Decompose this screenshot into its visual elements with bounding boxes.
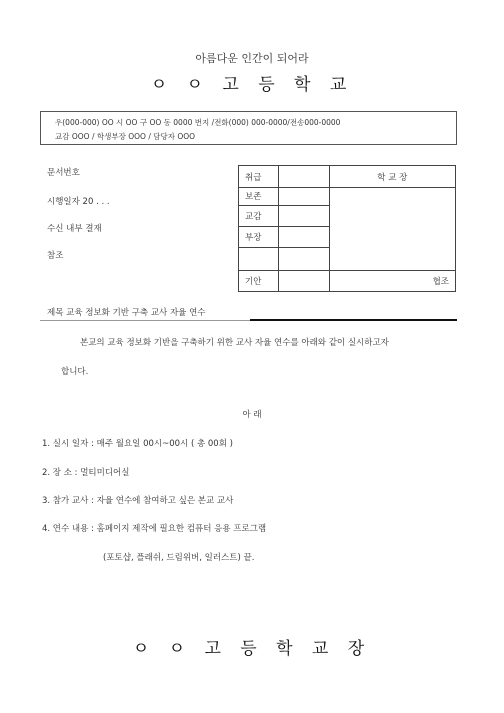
handling-value-cell <box>278 166 329 188</box>
handling-label: 취급 <box>239 166 279 188</box>
subject-divider-bold <box>250 319 457 321</box>
doc-number-label: 문서번호 <box>47 168 80 178</box>
contact-address-line: 우(000-000) OO 시 OO 구 OO 동 0000 번지 /전화(000) 000-0000/전송000-0000 <box>55 118 341 127</box>
approval-table <box>238 165 456 292</box>
list-item-content: 4. 연수 내용 : 홈페이지 제작에 필요한 컴퓨터 응용 프로그램 <box>42 524 267 534</box>
contact-info-box <box>40 111 457 145</box>
principal-signature: ㅇ ㅇ 고 등 학 교 장 <box>132 639 372 659</box>
issue-date-field: 시행일자 20 . . . <box>47 197 110 207</box>
recipient-field: 수신 내부 결재 <box>47 224 102 234</box>
blank-value-cell <box>278 247 329 270</box>
vice-principal-sign-cell <box>278 205 329 226</box>
drafter-label: 기안 <box>239 270 279 291</box>
dept-head-label: 부장 <box>239 226 279 247</box>
list-item-participants: 3. 참가 교사 : 자율 연수에 참여하고 싶은 본교 교사 <box>42 496 234 506</box>
body-paragraph-line1: 본교의 교육 정보화 기반을 구축하기 위한 교사 자율 연수를 아래와 같이 실시하고자 <box>80 338 389 348</box>
vice-principal-label: 교감 <box>239 205 279 226</box>
list-item-location: 2. 장 소 : 멀티미디어실 <box>42 468 130 478</box>
retention-value-cell <box>278 188 329 206</box>
subject-line: 제목 교육 정보화 기반 구축 교사 자율 연수 <box>47 308 206 318</box>
principal-label: 학 교 장 <box>329 166 455 188</box>
body-paragraph-line2: 합니다. <box>61 367 89 377</box>
list-item-schedule: 1. 실시 일자 : 매주 월요일 00시~00시 ( 총 00회 ) <box>42 439 233 449</box>
reference-field: 참조 <box>47 251 64 261</box>
cooperation-label: 협조 <box>329 270 455 291</box>
contact-staff-line: 교감 OOO / 학생부장 OOO / 담당자 OOO <box>55 132 196 141</box>
blank-label-cell <box>239 247 279 270</box>
principal-sign-cell <box>329 188 455 271</box>
drafter-sign-cell <box>278 270 329 291</box>
list-item-content-continuation: (포토샵, 플래쉬, 드림위버, 일러스트) 끝. <box>103 553 255 563</box>
school-motto: 아름다운 인간이 되어라 <box>195 52 309 65</box>
dept-head-sign-cell <box>278 226 329 247</box>
below-heading: 아 래 <box>242 410 262 420</box>
school-name-title: ㅇ ㅇ 고 등 학 교 <box>150 75 354 95</box>
retention-label: 보존 <box>239 188 279 206</box>
